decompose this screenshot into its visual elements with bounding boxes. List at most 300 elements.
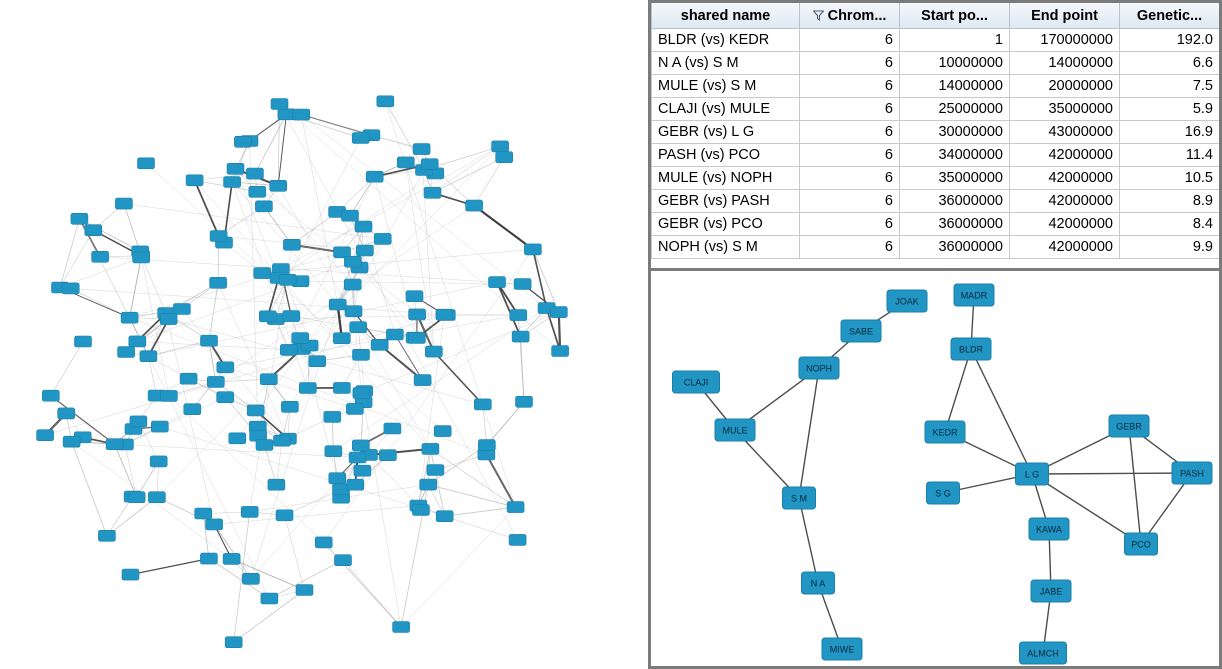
large-network-node-shape[interactable] bbox=[353, 388, 370, 399]
large-network-node[interactable] bbox=[397, 157, 414, 168]
large-network-node-shape[interactable] bbox=[421, 159, 438, 170]
large-network-node-shape[interactable] bbox=[366, 171, 383, 182]
subnetwork-node[interactable] bbox=[1031, 580, 1071, 602]
column-header-start-point[interactable] bbox=[900, 3, 1010, 29]
large-network-node-shape[interactable] bbox=[98, 530, 115, 541]
subnetwork-edge[interactable] bbox=[971, 349, 1032, 474]
large-network-node[interactable] bbox=[356, 245, 373, 256]
large-network-node-shape[interactable] bbox=[206, 519, 223, 530]
large-network-node[interactable] bbox=[217, 362, 234, 373]
large-network-node-shape[interactable] bbox=[151, 421, 168, 432]
large-network-node[interactable] bbox=[133, 252, 150, 263]
large-network-node-shape[interactable] bbox=[271, 99, 288, 110]
large-network-node[interactable] bbox=[422, 443, 439, 454]
large-network-node-shape[interactable] bbox=[507, 502, 524, 513]
large-network-node-shape[interactable] bbox=[278, 109, 295, 120]
large-network-node[interactable] bbox=[354, 465, 371, 476]
large-network-node-shape[interactable] bbox=[333, 382, 350, 393]
large-network-node-shape[interactable] bbox=[254, 268, 271, 279]
large-network-node[interactable] bbox=[276, 510, 293, 521]
large-network-node-shape[interactable] bbox=[122, 569, 139, 580]
large-network-node-shape[interactable] bbox=[63, 436, 80, 447]
table-row[interactable] bbox=[652, 236, 1220, 259]
large-network-node[interactable] bbox=[299, 383, 316, 394]
large-network-node[interactable] bbox=[335, 555, 352, 566]
large-network-node[interactable] bbox=[210, 277, 227, 288]
large-network-node[interactable] bbox=[384, 423, 401, 434]
large-network-node-shape[interactable] bbox=[413, 144, 430, 155]
large-network-node-shape[interactable] bbox=[283, 239, 300, 250]
large-network-node[interactable] bbox=[516, 396, 533, 407]
large-network-node-shape[interactable] bbox=[115, 198, 132, 209]
large-network-node-shape[interactable] bbox=[247, 405, 264, 416]
large-network-node-shape[interactable] bbox=[138, 158, 155, 169]
large-network-node[interactable] bbox=[283, 311, 300, 322]
large-network-node[interactable] bbox=[478, 440, 495, 451]
large-network-node[interactable] bbox=[122, 569, 139, 580]
subnetwork-node[interactable] bbox=[822, 638, 862, 660]
large-network-node[interactable] bbox=[492, 141, 509, 152]
large-network-node-shape[interactable] bbox=[335, 555, 352, 566]
large-network-node-shape[interactable] bbox=[492, 141, 509, 152]
large-network-node[interactable] bbox=[160, 314, 177, 325]
large-network-node[interactable] bbox=[128, 492, 145, 503]
subnetwork-node[interactable] bbox=[927, 482, 960, 504]
large-network-node-shape[interactable] bbox=[349, 452, 366, 463]
large-network-node-shape[interactable] bbox=[210, 231, 227, 242]
large-network-node-shape[interactable] bbox=[516, 396, 533, 407]
large-network-node[interactable] bbox=[106, 439, 123, 450]
large-network-node[interactable] bbox=[346, 403, 363, 414]
large-network-node-shape[interactable] bbox=[384, 423, 401, 434]
large-network-node-shape[interactable] bbox=[325, 446, 342, 457]
large-network-node[interactable] bbox=[393, 622, 410, 633]
large-network-node[interactable] bbox=[283, 239, 300, 250]
large-network-node[interactable] bbox=[425, 346, 442, 357]
large-network-node[interactable] bbox=[524, 244, 541, 255]
subnetwork-view[interactable] bbox=[648, 268, 1222, 669]
subnetwork-node[interactable] bbox=[1016, 463, 1049, 485]
subnetwork-node[interactable] bbox=[925, 421, 965, 443]
results-table[interactable] bbox=[651, 3, 1220, 259]
large-network-node[interactable] bbox=[58, 408, 75, 419]
large-network-node-shape[interactable] bbox=[140, 351, 157, 362]
large-network-node-shape[interactable] bbox=[62, 283, 79, 294]
large-network-node[interactable] bbox=[413, 144, 430, 155]
large-network-node-shape[interactable] bbox=[371, 339, 388, 350]
large-network-node-shape[interactable] bbox=[259, 311, 276, 322]
table-row[interactable] bbox=[652, 52, 1220, 75]
large-network-node[interactable] bbox=[268, 479, 285, 490]
large-network-node-shape[interactable] bbox=[333, 333, 350, 344]
large-network-node-shape[interactable] bbox=[324, 411, 341, 422]
large-network-node-shape[interactable] bbox=[160, 390, 177, 401]
large-network-node-shape[interactable] bbox=[201, 335, 218, 346]
large-network-node-shape[interactable] bbox=[261, 593, 278, 604]
large-network-node-shape[interactable] bbox=[409, 309, 426, 320]
column-header-end-point[interactable] bbox=[1010, 3, 1120, 29]
large-network-node[interactable] bbox=[246, 168, 263, 179]
large-network-node-shape[interactable] bbox=[352, 440, 369, 451]
large-network-node-shape[interactable] bbox=[225, 637, 242, 648]
large-network-node-shape[interactable] bbox=[173, 304, 190, 315]
large-network-node-shape[interactable] bbox=[406, 291, 423, 302]
large-network-node[interactable] bbox=[173, 304, 190, 315]
large-network-node[interactable] bbox=[509, 534, 526, 545]
large-network-node[interactable] bbox=[344, 256, 361, 267]
large-network-node[interactable] bbox=[329, 473, 346, 484]
subnetwork-edge[interactable] bbox=[945, 349, 971, 432]
large-network-node[interactable] bbox=[344, 279, 361, 290]
large-network-node[interactable] bbox=[496, 152, 513, 163]
subnetwork-canvas[interactable] bbox=[651, 271, 1219, 666]
large-network-node[interactable] bbox=[507, 502, 524, 513]
large-network-node[interactable] bbox=[259, 311, 276, 322]
large-network-node[interactable] bbox=[421, 159, 438, 170]
large-network-node-shape[interactable] bbox=[408, 333, 425, 344]
large-network-node-shape[interactable] bbox=[489, 277, 506, 288]
large-network-node-shape[interactable] bbox=[292, 333, 309, 344]
large-network-node-shape[interactable] bbox=[299, 383, 316, 394]
subnetwork-node[interactable] bbox=[783, 487, 816, 509]
large-network-node[interactable] bbox=[129, 336, 146, 347]
large-network-node[interactable] bbox=[353, 349, 370, 360]
large-network-node-shape[interactable] bbox=[353, 349, 370, 360]
large-network-node-shape[interactable] bbox=[374, 233, 391, 244]
large-network-node[interactable] bbox=[98, 530, 115, 541]
large-network-node-shape[interactable] bbox=[42, 390, 59, 401]
large-network-node[interactable] bbox=[180, 373, 197, 384]
large-network-node[interactable] bbox=[280, 344, 297, 355]
large-network-node-shape[interactable] bbox=[148, 492, 165, 503]
large-network-node[interactable] bbox=[371, 339, 388, 350]
large-network-node-shape[interactable] bbox=[420, 479, 437, 490]
subnetwork-node[interactable] bbox=[1109, 415, 1149, 437]
large-network-node[interactable] bbox=[409, 309, 426, 320]
large-network-node-shape[interactable] bbox=[422, 443, 439, 454]
large-network-node[interactable] bbox=[366, 171, 383, 182]
large-network-node[interactable] bbox=[427, 465, 444, 476]
subnetwork-edge[interactable] bbox=[799, 368, 819, 498]
large-network-node-shape[interactable] bbox=[128, 492, 145, 503]
large-network-node[interactable] bbox=[420, 479, 437, 490]
large-network-node-shape[interactable] bbox=[249, 186, 266, 197]
large-network-node-shape[interactable] bbox=[223, 553, 240, 564]
large-network-node-shape[interactable] bbox=[260, 374, 277, 385]
large-network-node[interactable] bbox=[260, 374, 277, 385]
large-network-node-shape[interactable] bbox=[217, 392, 234, 403]
large-network-node-shape[interactable] bbox=[509, 534, 526, 545]
large-network-node[interactable] bbox=[254, 268, 271, 279]
large-network-node-shape[interactable] bbox=[436, 511, 453, 522]
table-row[interactable] bbox=[652, 121, 1220, 144]
large-network-node-shape[interactable] bbox=[393, 622, 410, 633]
large-network-node[interactable] bbox=[148, 492, 165, 503]
table-row[interactable] bbox=[652, 190, 1220, 213]
large-network-node-shape[interactable] bbox=[296, 585, 313, 596]
large-network-node-shape[interactable] bbox=[270, 180, 287, 191]
large-network-node-shape[interactable] bbox=[130, 416, 147, 427]
large-network-node-shape[interactable] bbox=[315, 537, 332, 548]
large-network-node-shape[interactable] bbox=[344, 279, 361, 290]
large-network-node[interactable] bbox=[255, 201, 272, 212]
table-row[interactable] bbox=[652, 75, 1220, 98]
large-network-node[interactable] bbox=[270, 180, 287, 191]
large-network-node-shape[interactable] bbox=[524, 244, 541, 255]
subnetwork-node[interactable] bbox=[887, 290, 927, 312]
large-network-node[interactable] bbox=[353, 388, 370, 399]
large-network-node[interactable] bbox=[489, 277, 506, 288]
large-network-node[interactable] bbox=[42, 390, 59, 401]
subnetwork-node[interactable] bbox=[799, 357, 839, 379]
large-network-node-shape[interactable] bbox=[224, 177, 241, 188]
large-network-node-shape[interactable] bbox=[268, 479, 285, 490]
table-row[interactable] bbox=[652, 29, 1220, 52]
large-network-node[interactable] bbox=[552, 346, 569, 357]
large-network-node[interactable] bbox=[75, 336, 92, 347]
subnetwork-node[interactable] bbox=[951, 338, 991, 360]
large-network-node[interactable] bbox=[224, 177, 241, 188]
large-network-node[interactable] bbox=[474, 399, 491, 410]
subnetwork-node[interactable] bbox=[841, 320, 881, 342]
large-network-node[interactable] bbox=[256, 440, 273, 451]
large-network-node-shape[interactable] bbox=[344, 256, 361, 267]
large-network-node[interactable] bbox=[292, 333, 309, 344]
large-network-node[interactable] bbox=[71, 213, 88, 224]
large-network-node[interactable] bbox=[355, 221, 372, 232]
large-network-node-shape[interactable] bbox=[241, 506, 258, 517]
large-network-node[interactable] bbox=[309, 356, 326, 367]
subnetwork-node[interactable] bbox=[1125, 533, 1158, 555]
large-network-node[interactable] bbox=[329, 299, 346, 310]
table-row[interactable] bbox=[652, 144, 1220, 167]
column-header-chromosome[interactable] bbox=[800, 3, 900, 29]
subnetwork-node[interactable] bbox=[1172, 462, 1212, 484]
large-network-node-shape[interactable] bbox=[227, 163, 244, 174]
column-header-shared-name[interactable] bbox=[652, 3, 800, 29]
large-network-node[interactable] bbox=[92, 251, 109, 262]
large-network-node-shape[interactable] bbox=[255, 201, 272, 212]
large-network-node-shape[interactable] bbox=[552, 346, 569, 357]
large-network-node[interactable] bbox=[293, 109, 310, 120]
large-network-node-shape[interactable] bbox=[427, 465, 444, 476]
large-network-node[interactable] bbox=[271, 99, 288, 110]
large-network-node[interactable] bbox=[466, 200, 483, 211]
large-network-node[interactable] bbox=[130, 416, 147, 427]
large-network-node-shape[interactable] bbox=[160, 314, 177, 325]
large-network-node[interactable] bbox=[315, 537, 332, 548]
large-network-node-shape[interactable] bbox=[350, 322, 367, 333]
large-network-node-shape[interactable] bbox=[434, 426, 451, 437]
large-network-node[interactable] bbox=[436, 309, 453, 320]
large-network-node[interactable] bbox=[434, 426, 451, 437]
large-network-node[interactable] bbox=[347, 479, 364, 490]
large-network-node-shape[interactable] bbox=[71, 213, 88, 224]
large-network-node-shape[interactable] bbox=[279, 274, 296, 285]
large-network-node[interactable] bbox=[151, 421, 168, 432]
large-network-node[interactable] bbox=[160, 390, 177, 401]
large-network-node[interactable] bbox=[386, 329, 403, 340]
subnetwork-node[interactable] bbox=[1020, 642, 1067, 664]
large-network-node-shape[interactable] bbox=[276, 510, 293, 521]
large-network-node[interactable] bbox=[242, 573, 259, 584]
subnetwork-edge[interactable] bbox=[799, 498, 818, 583]
large-network-node[interactable] bbox=[377, 96, 394, 107]
large-network-node-shape[interactable] bbox=[347, 479, 364, 490]
large-network-node[interactable] bbox=[436, 511, 453, 522]
large-network-node[interactable] bbox=[37, 430, 54, 441]
large-network-node[interactable] bbox=[512, 331, 529, 342]
table-row[interactable] bbox=[652, 213, 1220, 236]
large-network-node-shape[interactable] bbox=[180, 373, 197, 384]
large-network-node[interactable] bbox=[217, 392, 234, 403]
large-network-node[interactable] bbox=[234, 136, 251, 147]
large-network-node[interactable] bbox=[150, 456, 167, 467]
large-network-node-shape[interactable] bbox=[246, 168, 263, 179]
large-network-node[interactable] bbox=[333, 333, 350, 344]
table-row[interactable] bbox=[652, 167, 1220, 190]
large-network-node[interactable] bbox=[324, 411, 341, 422]
large-network-node[interactable] bbox=[261, 593, 278, 604]
large-network-node[interactable] bbox=[510, 310, 527, 321]
large-network-node-shape[interactable] bbox=[242, 573, 259, 584]
large-network-node-shape[interactable] bbox=[118, 347, 135, 358]
large-network-node[interactable] bbox=[62, 283, 79, 294]
large-network-node[interactable] bbox=[225, 637, 242, 648]
large-network-node[interactable] bbox=[201, 335, 218, 346]
large-network-node[interactable] bbox=[223, 553, 240, 564]
large-network-node-shape[interactable] bbox=[550, 307, 567, 318]
large-network-node[interactable] bbox=[325, 446, 342, 457]
large-network-node[interactable] bbox=[414, 375, 431, 386]
large-network-node-shape[interactable] bbox=[85, 225, 102, 236]
large-network-node-shape[interactable] bbox=[514, 279, 531, 290]
large-network-node-shape[interactable] bbox=[379, 450, 396, 461]
large-network-node[interactable] bbox=[247, 405, 264, 416]
large-network-node-shape[interactable] bbox=[414, 375, 431, 386]
large-network-node-shape[interactable] bbox=[329, 299, 346, 310]
large-network-node[interactable] bbox=[412, 505, 429, 516]
large-network-node-shape[interactable] bbox=[436, 309, 453, 320]
large-network-node[interactable] bbox=[85, 225, 102, 236]
large-network-node[interactable] bbox=[186, 175, 203, 186]
large-network-node-shape[interactable] bbox=[346, 403, 363, 414]
large-network-node-shape[interactable] bbox=[352, 133, 369, 144]
large-network-node[interactable] bbox=[296, 585, 313, 596]
large-network-node[interactable] bbox=[349, 452, 366, 463]
large-network-node[interactable] bbox=[374, 233, 391, 244]
large-network-node[interactable] bbox=[63, 436, 80, 447]
large-network-node-shape[interactable] bbox=[200, 553, 217, 564]
subnetwork-node[interactable] bbox=[715, 419, 755, 441]
large-network-node[interactable] bbox=[274, 435, 291, 446]
large-network-node-shape[interactable] bbox=[58, 408, 75, 419]
data-table-panel[interactable] bbox=[648, 0, 1222, 268]
large-network-node-shape[interactable] bbox=[195, 508, 212, 519]
subnetwork-edge[interactable] bbox=[1032, 473, 1192, 474]
large-network-node-shape[interactable] bbox=[283, 311, 300, 322]
large-network-node[interactable] bbox=[227, 163, 244, 174]
large-network-node-shape[interactable] bbox=[281, 401, 298, 412]
large-network-node-shape[interactable] bbox=[512, 331, 529, 342]
large-network-node-shape[interactable] bbox=[229, 433, 246, 444]
large-network-node-shape[interactable] bbox=[92, 251, 109, 262]
large-network-node[interactable] bbox=[118, 347, 135, 358]
large-network-node-shape[interactable] bbox=[280, 344, 297, 355]
large-network-node-shape[interactable] bbox=[356, 245, 373, 256]
large-network-node[interactable] bbox=[514, 279, 531, 290]
table-row[interactable] bbox=[652, 98, 1220, 121]
large-network-node-shape[interactable] bbox=[106, 439, 123, 450]
large-network-node-shape[interactable] bbox=[397, 157, 414, 168]
large-network-node-shape[interactable] bbox=[121, 312, 138, 323]
filter-icon[interactable] bbox=[813, 10, 824, 21]
large-network-node-shape[interactable] bbox=[329, 473, 346, 484]
large-network-node-shape[interactable] bbox=[274, 435, 291, 446]
large-network-node-shape[interactable] bbox=[377, 96, 394, 107]
large-network-node-shape[interactable] bbox=[217, 362, 234, 373]
subnetwork-edge[interactable] bbox=[1129, 426, 1141, 544]
large-network-node-shape[interactable] bbox=[478, 440, 495, 451]
large-network-node-shape[interactable] bbox=[355, 221, 372, 232]
large-network-node[interactable] bbox=[207, 376, 224, 387]
large-network-node[interactable] bbox=[345, 306, 362, 317]
large-network-node[interactable] bbox=[121, 312, 138, 323]
large-network-node[interactable] bbox=[229, 433, 246, 444]
large-network-node-shape[interactable] bbox=[466, 200, 483, 211]
large-network-node-shape[interactable] bbox=[309, 356, 326, 367]
large-network-node[interactable] bbox=[279, 274, 296, 285]
large-network-node[interactable] bbox=[278, 109, 295, 120]
large-network-node[interactable] bbox=[424, 187, 441, 198]
large-network-node[interactable] bbox=[333, 382, 350, 393]
large-network-node-shape[interactable] bbox=[133, 252, 150, 263]
large-network-node-shape[interactable] bbox=[37, 430, 54, 441]
large-network-nodes[interactable] bbox=[37, 96, 569, 648]
large-network-node-shape[interactable] bbox=[474, 399, 491, 410]
large-network-node-shape[interactable] bbox=[386, 329, 403, 340]
subnetwork-node[interactable] bbox=[802, 572, 835, 594]
large-network-node[interactable] bbox=[184, 404, 201, 415]
large-network-node-shape[interactable] bbox=[342, 210, 359, 221]
subnetwork-node[interactable] bbox=[1029, 518, 1069, 540]
large-network-node-shape[interactable] bbox=[424, 187, 441, 198]
large-network-node[interactable] bbox=[138, 158, 155, 169]
large-network-node-shape[interactable] bbox=[256, 440, 273, 451]
large-network-node[interactable] bbox=[206, 519, 223, 530]
large-network-node-shape[interactable] bbox=[184, 404, 201, 415]
table-body[interactable] bbox=[652, 29, 1220, 259]
large-network-node[interactable] bbox=[140, 351, 157, 362]
large-network-node[interactable] bbox=[342, 210, 359, 221]
large-network-node[interactable] bbox=[200, 553, 217, 564]
large-network-node-shape[interactable] bbox=[293, 109, 310, 120]
large-network-node[interactable] bbox=[210, 231, 227, 242]
large-network-node-shape[interactable] bbox=[129, 336, 146, 347]
large-network-node-shape[interactable] bbox=[412, 505, 429, 516]
large-network-node-shape[interactable] bbox=[186, 175, 203, 186]
large-network-node-shape[interactable] bbox=[354, 465, 371, 476]
large-network-node[interactable] bbox=[350, 322, 367, 333]
large-network-node[interactable] bbox=[241, 506, 258, 517]
large-network-node[interactable] bbox=[249, 186, 266, 197]
large-network-node[interactable] bbox=[352, 133, 369, 144]
large-network-node-shape[interactable] bbox=[207, 376, 224, 387]
large-network-node[interactable] bbox=[406, 291, 423, 302]
large-network-node-shape[interactable] bbox=[210, 277, 227, 288]
large-network-node[interactable] bbox=[379, 450, 396, 461]
column-header-genetic[interactable] bbox=[1120, 3, 1220, 29]
